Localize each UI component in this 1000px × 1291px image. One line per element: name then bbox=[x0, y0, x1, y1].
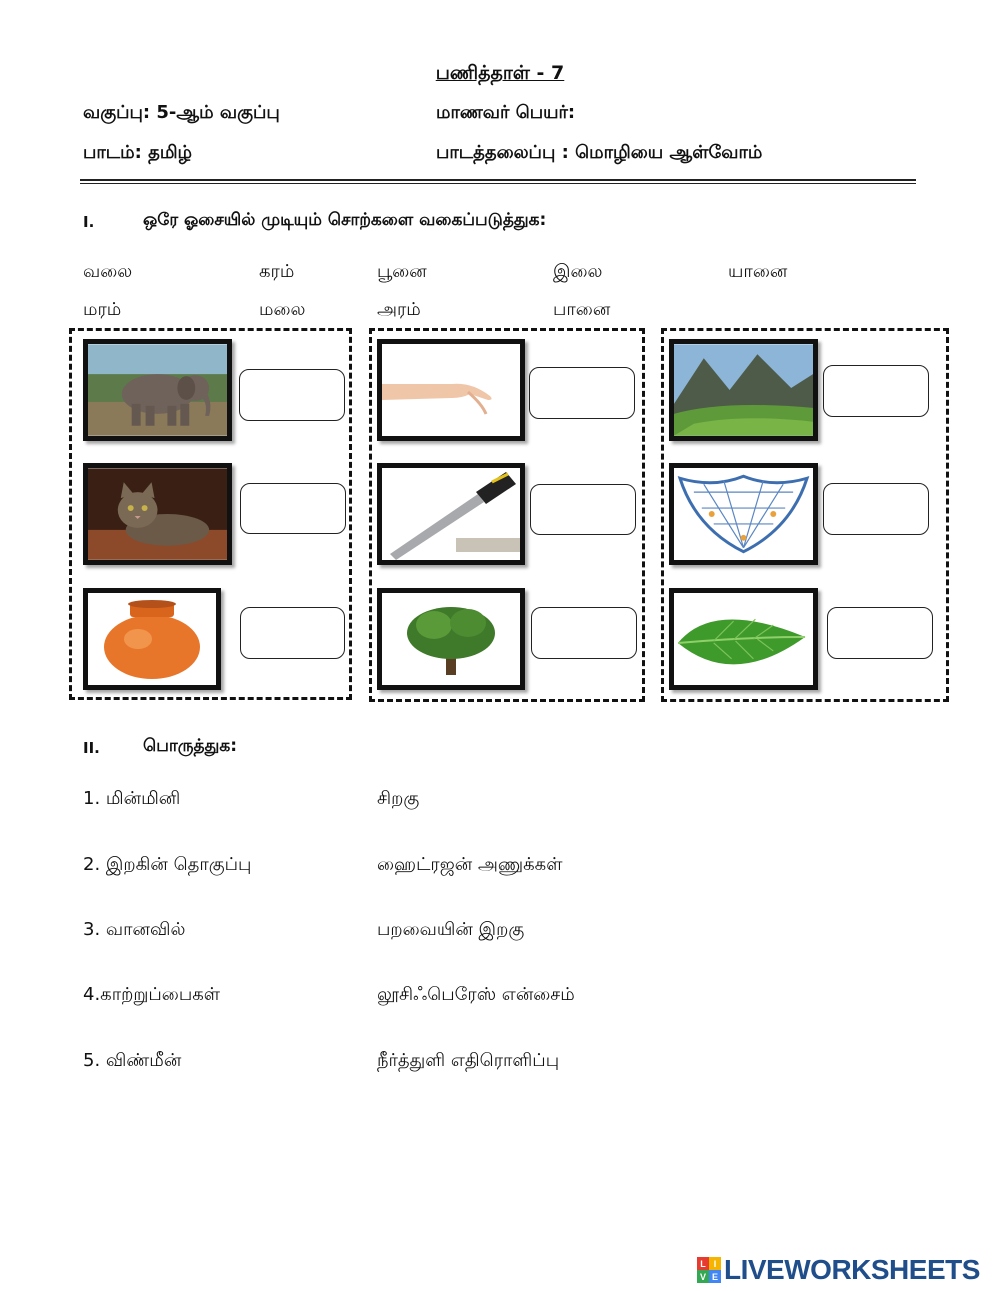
answer-box-elephant[interactable] bbox=[239, 369, 345, 421]
tree-icon bbox=[382, 593, 520, 685]
match-left-5: 5. விண்மீன் bbox=[83, 1050, 182, 1071]
worksheet-title: பணித்தாள் - 7 bbox=[435, 62, 565, 84]
word-2: கரம் bbox=[259, 261, 295, 282]
word-7: மலை bbox=[259, 299, 306, 320]
answer-box-pot[interactable] bbox=[240, 607, 345, 659]
logo-letter-l: L bbox=[697, 1257, 709, 1270]
subject-label: பாடம்: bbox=[83, 142, 142, 163]
subject-value: தமிழ் bbox=[148, 142, 193, 163]
class-line bbox=[83, 102, 280, 125]
match-left-4: 4.காற்றுப்பைகள் bbox=[83, 984, 220, 1005]
mountain-icon bbox=[674, 344, 813, 436]
match-left-2: 2. இறகின் தொகுப்பு bbox=[83, 854, 252, 875]
answer-box-leaf[interactable] bbox=[827, 607, 933, 659]
brand-logo-icon bbox=[697, 1257, 721, 1283]
logo-letter-v: V bbox=[697, 1270, 709, 1283]
word-5: யானை bbox=[728, 261, 788, 282]
topic-label: பாடத்தலைப்பு bbox=[436, 142, 556, 163]
match-right-4: லூசிஃபெரேஸ் என்சைம் bbox=[377, 984, 575, 1005]
section2-number: II. bbox=[83, 739, 100, 757]
section1-number: I. bbox=[83, 213, 95, 231]
file-tool-icon bbox=[382, 468, 520, 560]
subject-line bbox=[83, 142, 192, 165]
hand-icon bbox=[382, 344, 520, 436]
word-3: பூனை bbox=[377, 261, 427, 282]
match-right-1: சிறகு bbox=[377, 788, 420, 809]
logo-letter-e: E bbox=[709, 1270, 721, 1283]
word-8: அரம் bbox=[377, 299, 421, 320]
word-1: வலை bbox=[83, 261, 133, 282]
answer-box-hand[interactable] bbox=[529, 367, 635, 419]
word-6: மரம் bbox=[83, 299, 122, 320]
header-divider bbox=[80, 179, 916, 181]
pot-icon bbox=[88, 593, 216, 685]
leaf-picture bbox=[669, 588, 818, 690]
class-value: 5-ஆம் வகுப்பு bbox=[156, 102, 280, 123]
net-picture bbox=[669, 463, 818, 565]
liveworksheets-brand bbox=[697, 1253, 980, 1287]
class-label: வகுப்பு: bbox=[83, 102, 151, 123]
answer-box-tree[interactable] bbox=[531, 607, 637, 659]
answer-box-mountain[interactable] bbox=[823, 365, 929, 417]
mountain-picture bbox=[669, 339, 818, 441]
header-divider-thin bbox=[80, 183, 916, 184]
answer-box-net[interactable] bbox=[823, 483, 929, 535]
tree-picture bbox=[377, 588, 525, 690]
match-right-2: ஹைட்ரஜன் அணுக்கள் bbox=[377, 854, 563, 875]
cat-icon bbox=[88, 468, 227, 560]
pot-picture bbox=[83, 588, 221, 690]
answer-box-file-tool[interactable] bbox=[530, 484, 636, 535]
word-4: இலை bbox=[553, 261, 603, 282]
match-left-3: 3. வானவில் bbox=[83, 919, 186, 940]
topic-line bbox=[436, 142, 762, 165]
hand-picture bbox=[377, 339, 525, 441]
cat-picture bbox=[83, 463, 232, 565]
net-icon bbox=[674, 468, 813, 560]
answer-box-cat[interactable] bbox=[240, 483, 346, 534]
match-left-1: 1. மின்மினி bbox=[83, 788, 181, 809]
file-tool-picture bbox=[377, 463, 525, 565]
student-name-label: மாணவர் பெயர்: bbox=[436, 102, 576, 123]
word-9: பானை bbox=[553, 299, 611, 320]
match-right-5: நீர்த்துளி எதிரொளிப்பு bbox=[377, 1050, 560, 1071]
elephant-picture bbox=[83, 339, 232, 441]
section1-instruction: ஒரே ஓசையில் முடியும் சொற்களை வகைப்படுத்துக: bbox=[143, 210, 547, 230]
leaf-icon bbox=[674, 593, 813, 685]
match-right-3: பறவையின் இறகு bbox=[377, 919, 525, 940]
topic-value: : மொழியை ஆள்வோம் bbox=[561, 142, 763, 163]
section2-instruction: பொருத்துக: bbox=[143, 736, 238, 756]
elephant-icon bbox=[88, 344, 227, 436]
brand-text: LIVEWORKSHEETS bbox=[724, 1254, 980, 1285]
logo-letter-i: I bbox=[709, 1257, 721, 1270]
